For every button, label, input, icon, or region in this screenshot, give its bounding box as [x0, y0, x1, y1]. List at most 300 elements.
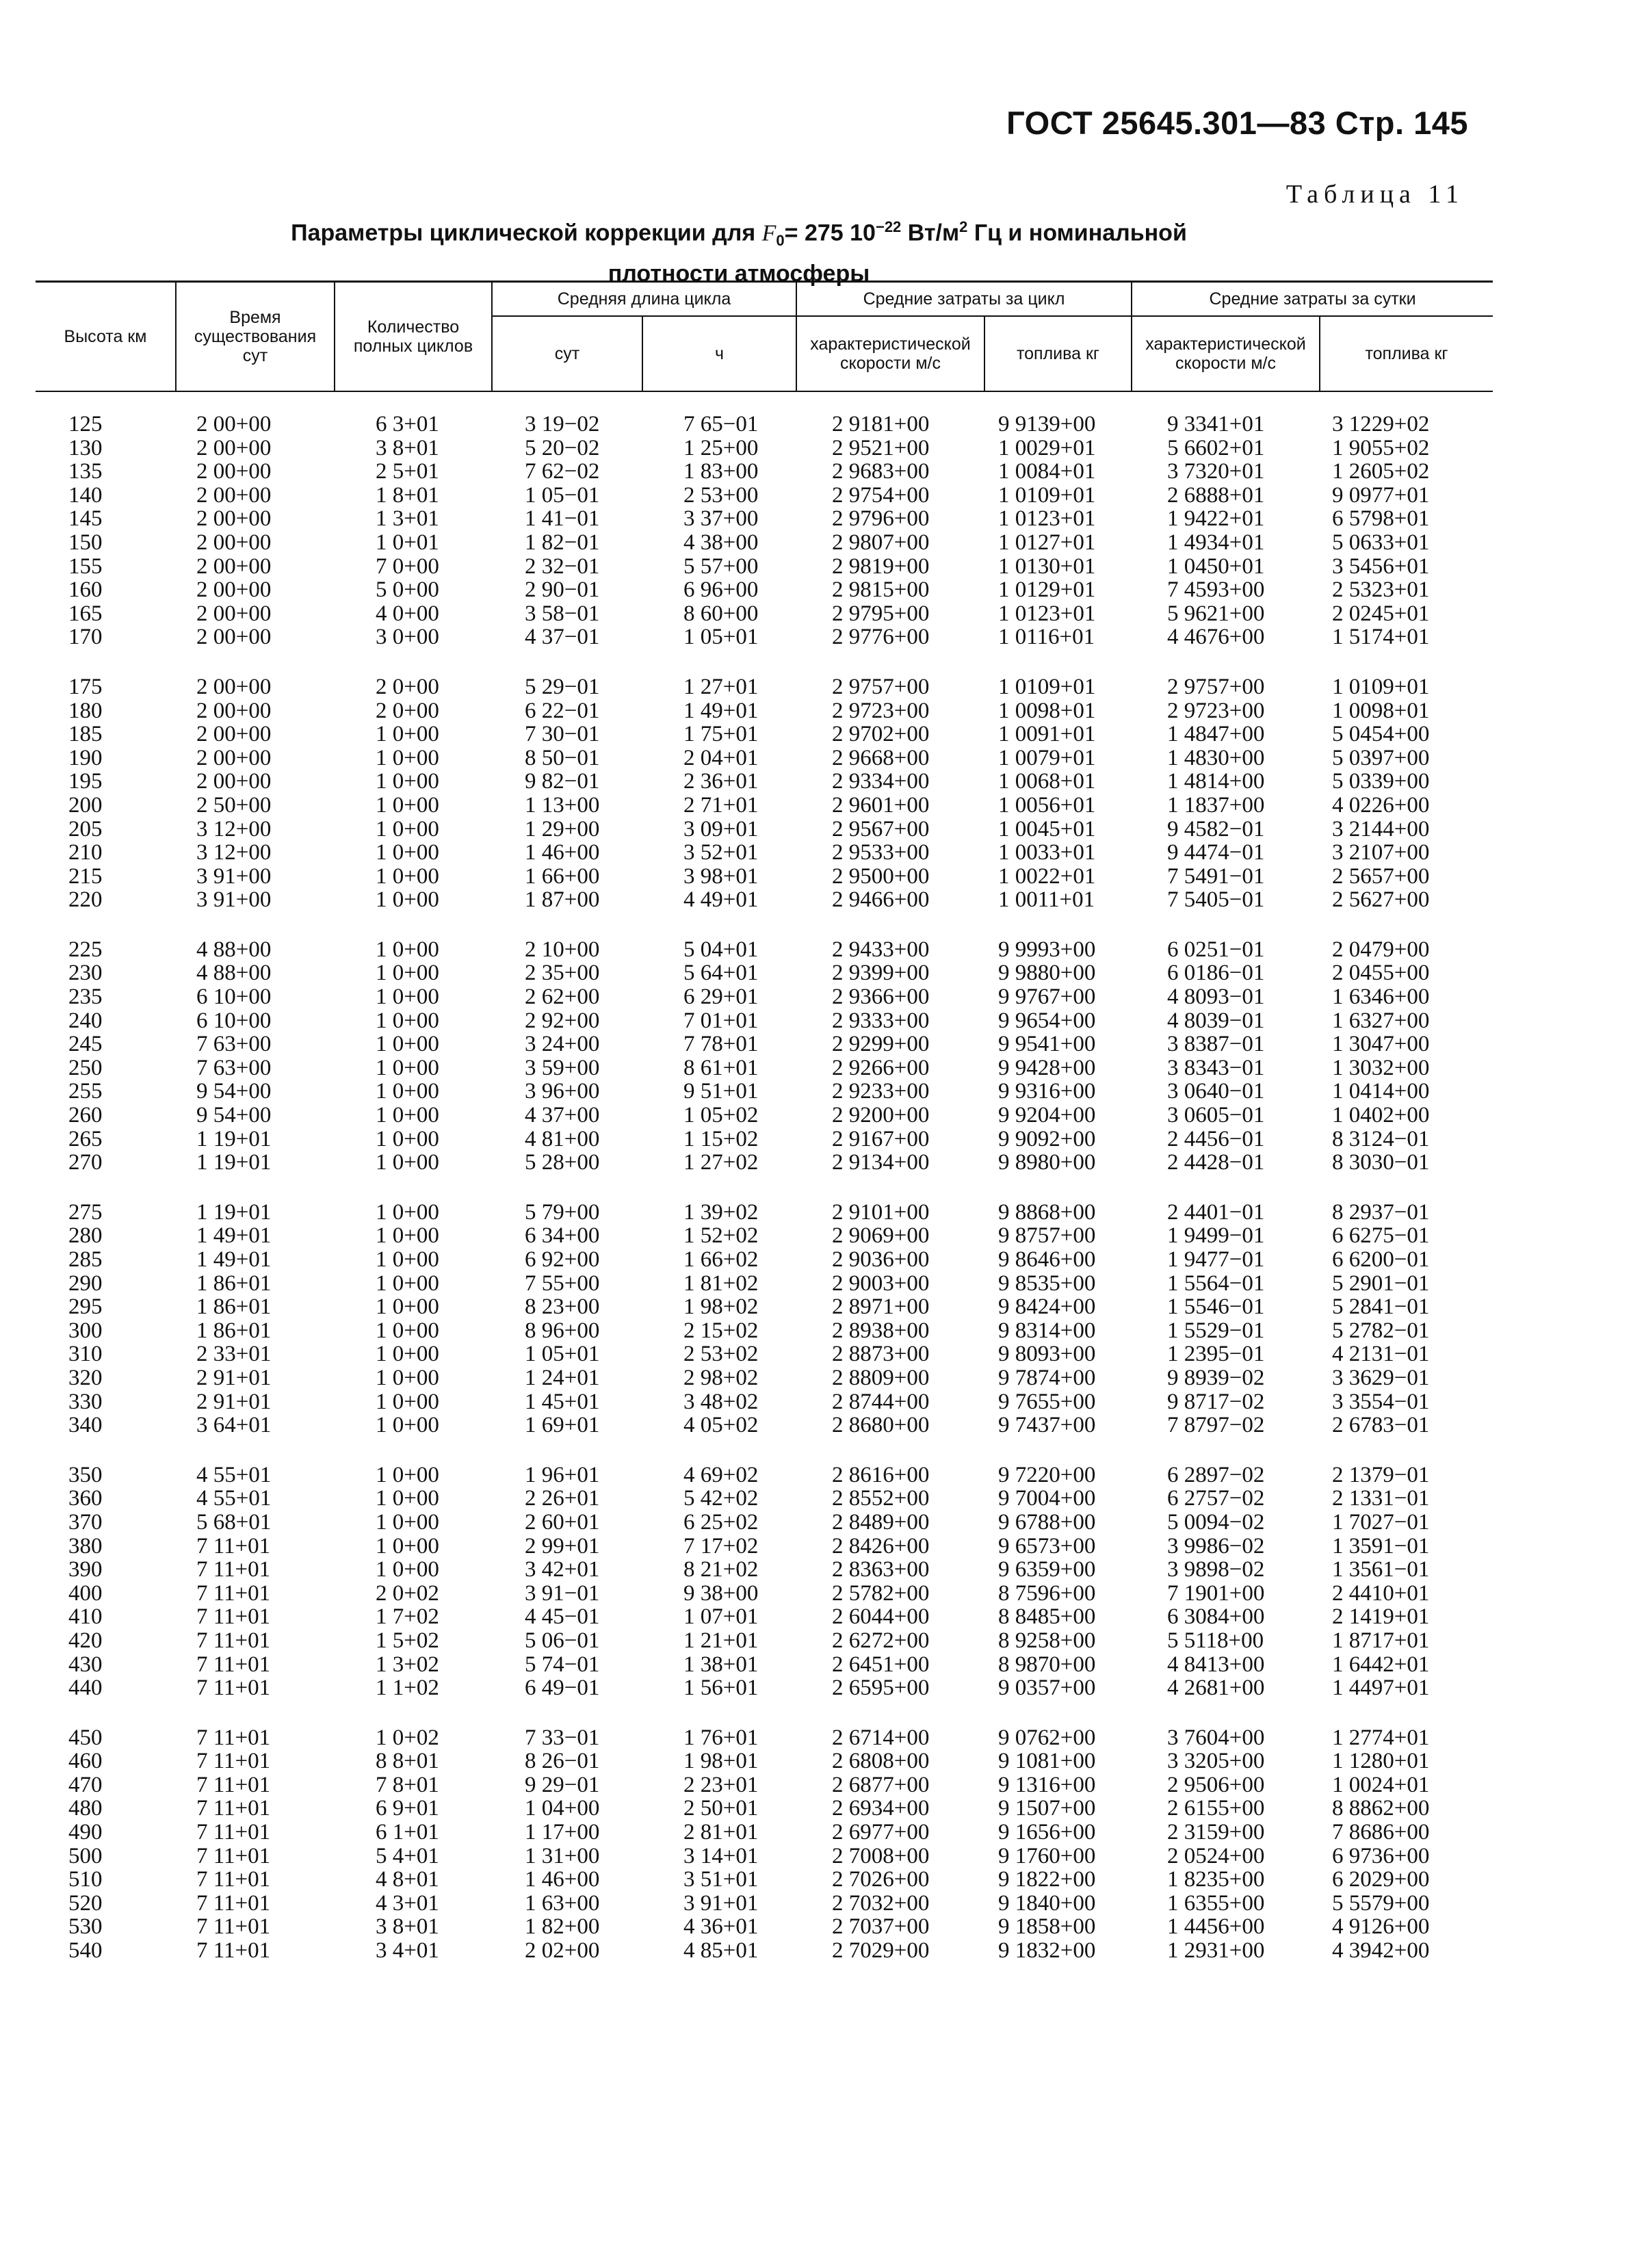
cycle-hours-cell: 1 52+02	[683, 1223, 759, 1249]
day-char-speed-cell: 5 0094−02	[1167, 1509, 1265, 1535]
existence-cell: 7 11+01	[196, 1772, 271, 1797]
day-char-speed-cell: 1 4456+00	[1167, 1914, 1265, 1940]
altitude-cell: 540	[68, 1938, 103, 1964]
cycle-hours-cell: 1 27+01	[683, 674, 759, 699]
day-char-speed-cell: 6 0251−01	[1167, 937, 1265, 962]
existence-cell: 7 11+01	[196, 1676, 271, 1701]
header-cost-day: Средние затраты за сутки	[1132, 282, 1493, 317]
existence-cell: 3 64+01	[196, 1413, 272, 1438]
cycle-hours-cell: 1 98+02	[683, 1294, 759, 1320]
cycle-hours-cell: 2 36+01	[683, 769, 759, 794]
cycle-fuel-cell: 8 7596+00	[998, 1580, 1096, 1606]
cycle-days-cell: 1 13+00	[525, 792, 600, 818]
day-fuel-cell: 1 0098+01	[1332, 698, 1430, 723]
header-cost-cycle: Средние затраты за цикл	[796, 282, 1132, 317]
altitude-cell: 310	[68, 1342, 103, 1367]
cycles-cell: 7 0+00	[376, 553, 439, 579]
cycles-cell: 1 0+00	[376, 1557, 439, 1582]
cycle-char-speed-cell: 2 8809+00	[832, 1365, 930, 1390]
cycle-days-cell: 1 24+01	[525, 1365, 600, 1390]
table-row	[36, 961, 1493, 985]
existence-cell: 6 10+00	[196, 985, 272, 1010]
day-fuel-cell: 6 6200−01	[1332, 1247, 1430, 1272]
cycle-fuel-cell: 9 9767+00	[998, 985, 1096, 1010]
day-fuel-cell: 5 2782−01	[1332, 1318, 1430, 1343]
cycle-days-cell: 6 34+00	[525, 1223, 600, 1249]
cycle-fuel-cell: 8 9870+00	[998, 1652, 1096, 1677]
day-char-speed-cell: 6 2757−02	[1167, 1486, 1265, 1511]
cycle-fuel-cell: 9 7655+00	[998, 1389, 1096, 1414]
cycle-hours-cell: 2 15+02	[683, 1318, 759, 1343]
header-altitude: Высота км	[36, 282, 176, 392]
cycle-days-cell: 8 23+00	[525, 1294, 600, 1320]
table-row	[36, 1463, 1493, 1487]
cycle-char-speed-cell: 2 9233+00	[832, 1079, 930, 1104]
day-fuel-cell: 2 0479+00	[1332, 937, 1430, 962]
cycle-hours-cell: 1 21+01	[683, 1628, 759, 1653]
cycle-days-cell: 3 19−02	[525, 412, 600, 436]
cycles-cell: 1 0+00	[376, 1486, 439, 1511]
header-char-speed-day: характеристической скорости м/с	[1132, 316, 1320, 391]
existence-cell: 7 63+00	[196, 1032, 272, 1057]
altitude-cell: 430	[68, 1652, 103, 1677]
cycles-cell: 1 3+02	[376, 1652, 439, 1677]
altitude-cell: 340	[68, 1413, 103, 1438]
cycle-fuel-cell: 1 0084+01	[998, 459, 1096, 484]
table-row	[36, 1487, 1493, 1511]
cycle-days-cell: 5 79+00	[525, 1199, 600, 1225]
table-row	[36, 746, 1493, 770]
day-char-speed-cell: 1 9477−01	[1167, 1247, 1265, 1272]
cycle-days-cell: 8 96+00	[525, 1318, 600, 1343]
cycle-days-cell: 8 50−01	[525, 745, 600, 770]
cycle-fuel-cell: 1 0109+01	[998, 482, 1096, 508]
cycle-fuel-cell: 9 9541+00	[998, 1032, 1096, 1057]
day-fuel-cell: 2 4410+01	[1332, 1580, 1430, 1606]
cycle-hours-cell: 5 04+01	[683, 937, 759, 962]
table-row	[36, 507, 1493, 531]
cycle-days-cell: 1 66+00	[525, 863, 600, 889]
day-char-speed-cell: 5 9621+00	[1167, 601, 1265, 626]
cycle-char-speed-cell: 2 6714+00	[832, 1725, 930, 1750]
cycle-fuel-cell: 1 0127+01	[998, 530, 1096, 555]
altitude-cell: 450	[68, 1725, 103, 1750]
existence-cell: 2 00+00	[196, 553, 272, 579]
day-fuel-cell: 1 3561−01	[1332, 1557, 1430, 1582]
cycle-char-speed-cell: 2 9819+00	[832, 553, 930, 579]
cycles-cell: 1 0+00	[376, 745, 439, 770]
altitude-cell: 290	[68, 1270, 103, 1296]
cycle-char-speed-cell: 2 9533+00	[832, 840, 930, 865]
day-fuel-cell: 6 6275−01	[1332, 1223, 1430, 1249]
cycle-hours-cell: 1 76+01	[683, 1725, 759, 1750]
existence-cell: 2 00+00	[196, 506, 272, 532]
cycles-cell: 1 0+00	[376, 1294, 439, 1320]
table-row	[36, 675, 1493, 699]
cycle-char-speed-cell: 2 7037+00	[832, 1914, 930, 1940]
cycle-char-speed-cell: 2 9134+00	[832, 1150, 930, 1175]
title-line2: плотности атмосферы	[608, 261, 870, 287]
cycle-char-speed-cell: 2 9200+00	[832, 1103, 930, 1128]
table-row	[36, 818, 1493, 842]
table-row	[36, 1653, 1493, 1677]
cycles-cell: 1 0+00	[376, 985, 439, 1010]
cycle-hours-cell: 7 78+01	[683, 1032, 759, 1057]
cycle-hours-cell: 7 65−01	[683, 412, 759, 436]
cycles-cell: 1 0+00	[376, 961, 439, 986]
cycle-hours-cell: 2 53+00	[683, 482, 759, 508]
altitude-cell: 170	[68, 625, 103, 650]
day-fuel-cell: 5 5579+00	[1332, 1890, 1430, 1916]
day-char-speed-cell: 2 9723+00	[1167, 698, 1265, 723]
cycle-char-speed-cell: 2 6934+00	[832, 1796, 930, 1821]
day-fuel-cell: 5 2841−01	[1332, 1294, 1430, 1320]
day-char-speed-cell: 6 3084+00	[1167, 1604, 1265, 1630]
altitude-cell: 240	[68, 1008, 103, 1033]
existence-cell: 4 88+00	[196, 937, 272, 962]
cycles-cell: 1 3+01	[376, 506, 439, 532]
day-fuel-cell: 1 3032+00	[1332, 1055, 1430, 1080]
day-fuel-cell: 1 1280+01	[1332, 1749, 1430, 1774]
cycle-char-speed-cell: 2 8363+00	[832, 1557, 930, 1582]
cycles-cell: 1 0+00	[376, 1318, 439, 1343]
title-units-exp: 2	[959, 218, 968, 235]
cycle-hours-cell: 4 49+01	[683, 887, 759, 913]
altitude-cell: 150	[68, 530, 103, 555]
day-fuel-cell: 1 6346+00	[1332, 985, 1430, 1010]
header-fuel-day: топлива кг	[1320, 316, 1493, 391]
existence-cell: 2 00+00	[196, 577, 272, 603]
day-char-speed-cell: 1 5564−01	[1167, 1270, 1265, 1296]
altitude-cell: 285	[68, 1247, 103, 1272]
cycles-cell: 5 4+01	[376, 1843, 439, 1868]
cycle-hours-cell: 4 36+01	[683, 1914, 759, 1940]
table-row	[36, 1558, 1493, 1582]
existence-cell: 2 00+00	[196, 745, 272, 770]
altitude-cell: 350	[68, 1462, 103, 1487]
cycle-char-speed-cell: 2 8873+00	[832, 1342, 930, 1367]
group-gap	[36, 1437, 1493, 1463]
day-fuel-cell: 8 8862+00	[1332, 1796, 1430, 1821]
day-fuel-cell: 5 0339+00	[1332, 769, 1430, 794]
cycle-days-cell: 1 69+01	[525, 1413, 600, 1438]
cycles-cell: 6 3+01	[376, 412, 439, 436]
cycle-fuel-cell: 1 0129+01	[998, 577, 1096, 603]
altitude-cell: 210	[68, 840, 103, 865]
cycle-char-speed-cell: 2 5782+00	[832, 1580, 930, 1606]
title-units-post: Гц и номинальной	[974, 220, 1187, 246]
existence-cell: 2 00+00	[196, 530, 272, 555]
day-fuel-cell: 2 1331−01	[1332, 1486, 1430, 1511]
title-part1: Параметры циклической коррекции для	[291, 220, 756, 246]
cycle-hours-cell: 3 37+00	[683, 506, 759, 532]
day-char-speed-cell: 7 8797−02	[1167, 1413, 1265, 1438]
cycles-cell: 3 8+01	[376, 1914, 439, 1940]
cycle-days-cell: 1 04+00	[525, 1796, 600, 1821]
cycle-fuel-cell: 9 1507+00	[998, 1796, 1096, 1821]
cycle-hours-cell: 6 29+01	[683, 985, 759, 1010]
altitude-cell: 520	[68, 1890, 103, 1916]
cycles-cell: 1 0+00	[376, 1413, 439, 1438]
day-char-speed-cell: 1 2931+00	[1167, 1938, 1265, 1964]
existence-cell: 7 11+01	[196, 1557, 271, 1582]
cycle-days-cell: 1 82+00	[525, 1914, 600, 1940]
cycle-days-cell: 2 92+00	[525, 1008, 600, 1033]
spacer-row	[36, 391, 1493, 413]
day-fuel-cell: 4 0226+00	[1332, 792, 1430, 818]
cycle-char-speed-cell: 2 6044+00	[832, 1604, 930, 1630]
cycles-cell: 4 8+01	[376, 1867, 439, 1892]
cycle-char-speed-cell: 2 8426+00	[832, 1533, 930, 1559]
day-fuel-cell: 3 3629−01	[1332, 1365, 1430, 1390]
day-fuel-cell: 2 1419+01	[1332, 1604, 1430, 1630]
cycle-char-speed-cell: 2 8489+00	[832, 1509, 930, 1535]
day-fuel-cell: 1 4497+01	[1332, 1676, 1430, 1701]
altitude-cell: 265	[68, 1126, 103, 1151]
altitude-cell: 510	[68, 1867, 103, 1892]
day-fuel-cell: 1 3591−01	[1332, 1533, 1430, 1559]
day-fuel-cell: 2 0455+00	[1332, 961, 1430, 986]
day-char-speed-cell: 2 4401−01	[1167, 1199, 1265, 1225]
day-fuel-cell: 4 3942+00	[1332, 1938, 1430, 1964]
cycle-hours-cell: 3 52+01	[683, 840, 759, 865]
existence-cell: 1 19+01	[196, 1150, 272, 1175]
altitude-cell: 380	[68, 1533, 103, 1559]
table-title	[233, 211, 1245, 290]
cycle-fuel-cell: 9 8646+00	[998, 1247, 1096, 1272]
cycle-hours-cell: 1 75+01	[683, 722, 759, 747]
day-char-speed-cell: 4 8093−01	[1167, 985, 1265, 1010]
day-fuel-cell: 3 3554−01	[1332, 1389, 1430, 1414]
cycle-hours-cell: 9 51+01	[683, 1079, 759, 1104]
day-char-speed-cell: 9 4474−01	[1167, 840, 1265, 865]
day-fuel-cell: 8 2937−01	[1332, 1199, 1430, 1225]
gap-cell	[36, 649, 1493, 675]
altitude-cell: 410	[68, 1604, 103, 1630]
cycle-days-cell: 3 96+00	[525, 1079, 600, 1104]
day-fuel-cell: 2 5627+00	[1332, 887, 1430, 913]
altitude-cell: 360	[68, 1486, 103, 1511]
existence-cell: 7 11+01	[196, 1938, 271, 1964]
day-fuel-cell: 7 8686+00	[1332, 1820, 1430, 1845]
existence-cell: 7 11+01	[196, 1604, 271, 1630]
cycles-cell: 1 0+00	[376, 1079, 439, 1104]
cycle-days-cell: 1 31+00	[525, 1843, 600, 1868]
day-char-speed-cell: 3 9898−02	[1167, 1557, 1265, 1582]
day-fuel-cell: 3 2144+00	[1332, 816, 1430, 842]
altitude-cell: 205	[68, 816, 103, 842]
cycle-days-cell: 7 62−02	[525, 459, 600, 484]
cycle-hours-cell: 3 98+01	[683, 863, 759, 889]
cycle-hours-cell: 7 17+02	[683, 1533, 759, 1559]
day-char-speed-cell: 1 6355+00	[1167, 1890, 1265, 1916]
cycle-hours-cell: 6 25+02	[683, 1509, 759, 1535]
table-row	[36, 1511, 1493, 1535]
cycle-days-cell: 1 05−01	[525, 482, 600, 508]
cycles-cell: 6 1+01	[376, 1820, 439, 1845]
day-fuel-cell: 2 6783−01	[1332, 1413, 1430, 1438]
existence-cell: 7 11+01	[196, 1580, 271, 1606]
table-row	[36, 460, 1493, 484]
cycles-cell: 3 8+01	[376, 435, 439, 460]
day-fuel-cell: 1 0109+01	[1332, 674, 1430, 699]
cycle-hours-cell: 8 60+00	[683, 601, 759, 626]
table-row	[36, 1773, 1493, 1797]
day-char-speed-cell: 6 2897−02	[1167, 1462, 1265, 1487]
existence-cell: 3 12+00	[196, 816, 272, 842]
cycle-hours-cell: 8 21+02	[683, 1557, 759, 1582]
cycle-days-cell: 1 96+01	[525, 1462, 600, 1487]
altitude-cell: 230	[68, 961, 103, 986]
cycle-hours-cell: 1 38+01	[683, 1652, 759, 1677]
day-char-speed-cell: 1 9422+01	[1167, 506, 1265, 532]
cycle-fuel-cell: 1 0130+01	[998, 553, 1096, 579]
table-row	[36, 531, 1493, 555]
table-row	[36, 1892, 1493, 1916]
cycle-hours-cell: 3 14+01	[683, 1843, 759, 1868]
day-char-speed-cell: 9 8717−02	[1167, 1389, 1265, 1414]
altitude-cell: 300	[68, 1318, 103, 1343]
cycle-days-cell: 4 37+00	[525, 1103, 600, 1128]
cycles-cell: 2 0+00	[376, 674, 439, 699]
cycle-fuel-cell: 9 9092+00	[998, 1126, 1096, 1151]
table-row	[36, 1535, 1493, 1559]
day-fuel-cell: 1 0414+00	[1332, 1079, 1430, 1104]
day-char-speed-cell: 1 0450+01	[1167, 553, 1265, 579]
cycle-char-speed-cell: 2 7029+00	[832, 1938, 930, 1964]
table-row	[36, 555, 1493, 579]
altitude-cell: 165	[68, 601, 103, 626]
cycles-cell: 6 9+01	[376, 1796, 439, 1821]
cycles-cell: 1 7+02	[376, 1604, 439, 1630]
group-gap	[36, 1175, 1493, 1201]
table-row	[36, 699, 1493, 723]
cycle-char-speed-cell: 2 9815+00	[832, 577, 930, 603]
day-fuel-cell: 1 6327+00	[1332, 1008, 1430, 1033]
cycle-days-cell: 2 35+00	[525, 961, 600, 986]
cycle-days-cell: 1 63+00	[525, 1890, 600, 1916]
table-row	[36, 1726, 1493, 1750]
cycle-hours-cell: 1 49+01	[683, 698, 759, 723]
day-char-speed-cell: 7 5491−01	[1167, 863, 1265, 889]
cycle-hours-cell: 3 91+01	[683, 1890, 759, 1916]
altitude-cell: 440	[68, 1676, 103, 1701]
table-row	[36, 1915, 1493, 1939]
day-fuel-cell: 1 9055+02	[1332, 435, 1430, 460]
cycle-char-speed-cell: 2 9333+00	[832, 1008, 930, 1033]
day-char-speed-cell: 1 8235+00	[1167, 1867, 1265, 1892]
table-row	[36, 1868, 1493, 1892]
cycle-hours-cell: 3 09+01	[683, 816, 759, 842]
day-fuel-cell: 4 2131−01	[1332, 1342, 1430, 1367]
table-row	[36, 1366, 1493, 1390]
table-row	[36, 1104, 1493, 1128]
day-char-speed-cell: 1 9499−01	[1167, 1223, 1265, 1249]
cycles-cell: 2 0+02	[376, 1580, 439, 1606]
cycle-fuel-cell: 9 9654+00	[998, 1008, 1096, 1033]
cycles-cell: 5 0+00	[376, 577, 439, 603]
cycle-char-speed-cell: 2 9036+00	[832, 1247, 930, 1272]
existence-cell: 1 19+01	[196, 1126, 272, 1151]
altitude-cell: 530	[68, 1914, 103, 1940]
cycle-char-speed-cell: 2 9101+00	[832, 1199, 930, 1225]
cycle-days-cell: 1 17+00	[525, 1820, 600, 1845]
altitude-cell: 190	[68, 745, 103, 770]
day-fuel-cell: 3 2107+00	[1332, 840, 1430, 865]
cycle-days-cell: 1 05+01	[525, 1342, 600, 1367]
day-char-speed-cell: 2 3159+00	[1167, 1820, 1265, 1845]
table-row	[36, 888, 1493, 912]
day-char-speed-cell: 4 4676+00	[1167, 625, 1265, 650]
day-char-speed-cell: 5 5118+00	[1167, 1628, 1264, 1653]
table-row	[36, 1224, 1493, 1248]
day-char-speed-cell: 3 0640−01	[1167, 1079, 1265, 1104]
existence-cell: 7 11+01	[196, 1533, 271, 1559]
existence-cell: 1 86+01	[196, 1270, 272, 1296]
cycle-char-speed-cell: 2 6877+00	[832, 1772, 930, 1797]
existence-cell: 3 91+00	[196, 863, 272, 889]
day-char-speed-cell: 1 4934+01	[1167, 530, 1265, 555]
cycle-hours-cell: 7 01+01	[683, 1008, 759, 1033]
cycle-fuel-cell: 8 8485+00	[998, 1604, 1096, 1630]
cycle-days-cell: 5 29−01	[525, 674, 600, 699]
cycles-cell: 1 0+02	[376, 1725, 439, 1750]
altitude-cell: 135	[68, 459, 103, 484]
altitude-cell: 270	[68, 1150, 103, 1175]
cycles-cell: 1 0+00	[376, 1247, 439, 1272]
table-row	[36, 1201, 1493, 1225]
existence-cell: 2 91+01	[196, 1389, 272, 1414]
cycle-char-speed-cell: 2 9433+00	[832, 937, 930, 962]
day-fuel-cell: 6 5798+01	[1332, 506, 1430, 532]
cycle-days-cell: 9 29−01	[525, 1772, 600, 1797]
day-fuel-cell: 1 2774+01	[1332, 1725, 1430, 1750]
cycle-char-speed-cell: 2 9399+00	[832, 961, 930, 986]
title-formula-exp: −22	[875, 218, 902, 235]
day-char-speed-cell: 7 4593+00	[1167, 577, 1265, 603]
cycle-fuel-cell: 9 9880+00	[998, 961, 1096, 986]
day-fuel-cell: 9 0977+01	[1332, 482, 1430, 508]
altitude-cell: 370	[68, 1509, 103, 1535]
altitude-cell: 390	[68, 1557, 103, 1582]
cycle-fuel-cell: 1 0079+01	[998, 745, 1096, 770]
header-fuel: топлива кг	[984, 316, 1132, 391]
altitude-cell: 255	[68, 1079, 103, 1104]
gap-cell	[36, 1175, 1493, 1201]
cycle-char-speed-cell: 2 7026+00	[832, 1867, 930, 1892]
day-char-speed-cell: 2 9757+00	[1167, 674, 1265, 699]
day-char-speed-cell: 9 3341+01	[1167, 412, 1265, 436]
cycle-hours-cell: 2 04+01	[683, 745, 759, 770]
cycle-fuel-cell: 1 0098+01	[998, 698, 1096, 723]
altitude-cell: 235	[68, 985, 103, 1010]
cycle-char-speed-cell: 2 9668+00	[832, 745, 930, 770]
existence-cell: 7 11+01	[196, 1890, 271, 1916]
cycle-hours-cell: 1 25+00	[683, 435, 759, 460]
gap-cell	[36, 1437, 1493, 1463]
existence-cell: 2 00+00	[196, 601, 272, 626]
cycle-char-speed-cell: 2 8616+00	[832, 1462, 930, 1487]
title-formula-rest: = 275 10	[784, 220, 876, 246]
cycle-hours-cell: 3 48+02	[683, 1389, 759, 1414]
day-fuel-cell: 8 3030−01	[1332, 1150, 1430, 1175]
cycle-hours-cell: 1 81+02	[683, 1270, 759, 1296]
cycle-char-speed-cell: 2 9003+00	[832, 1270, 930, 1296]
cycle-fuel-cell: 1 0123+01	[998, 506, 1096, 532]
cycle-days-cell: 5 06−01	[525, 1628, 600, 1653]
cycles-cell: 1 0+00	[376, 769, 439, 794]
day-char-speed-cell: 9 4582−01	[1167, 816, 1265, 842]
